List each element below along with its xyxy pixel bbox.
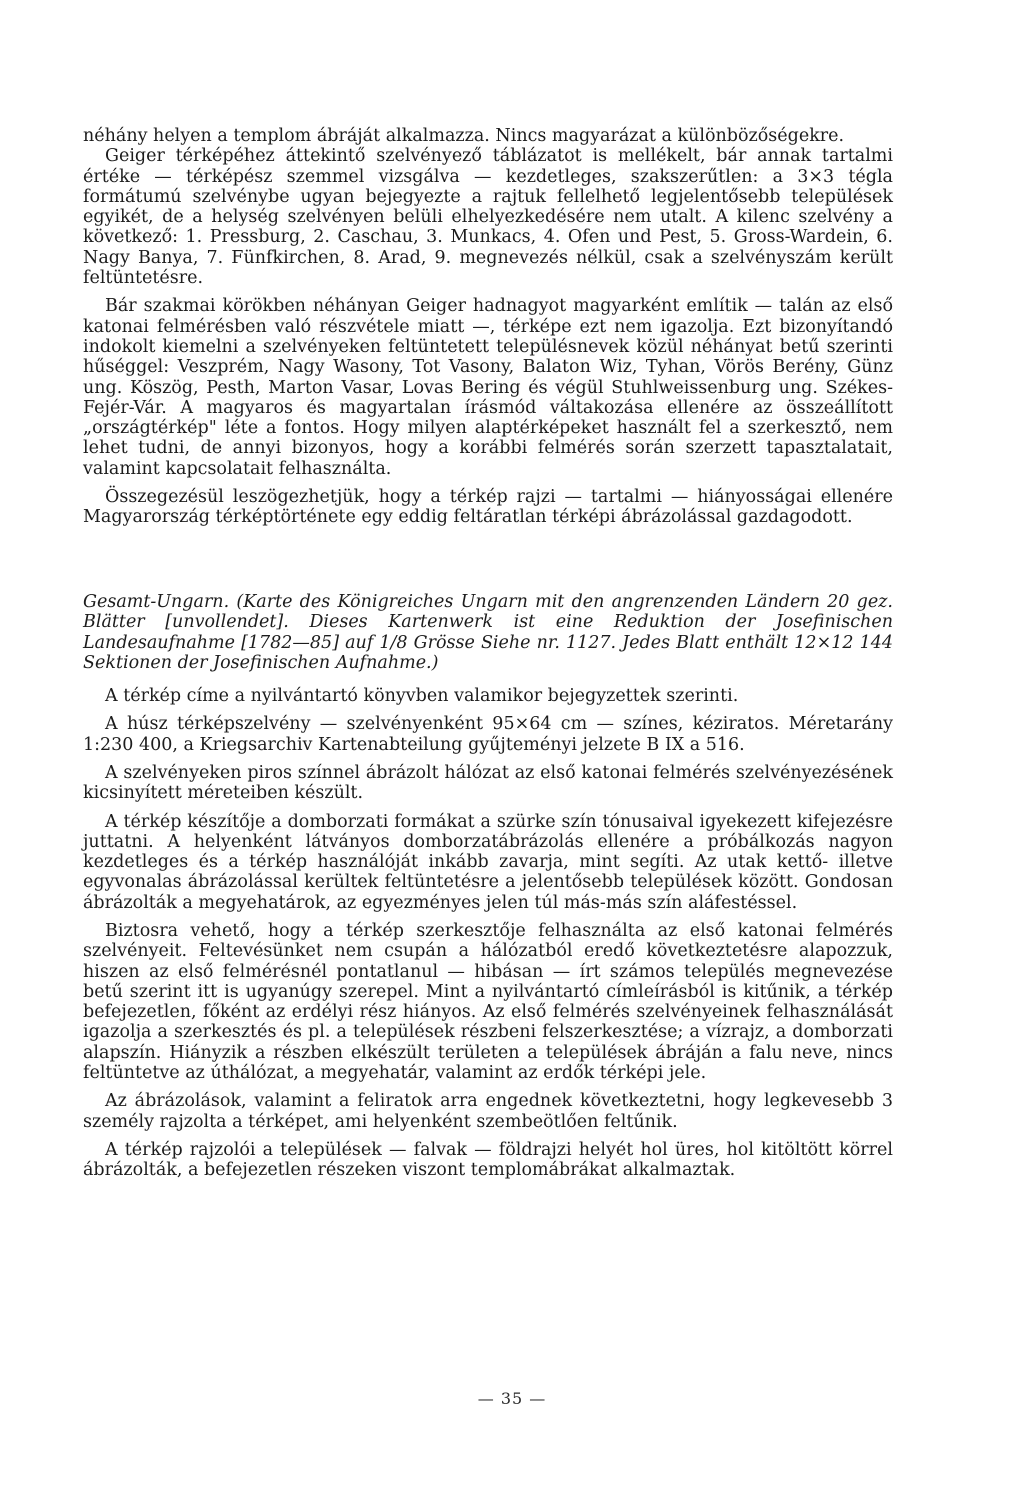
paragraph: A térkép készítője a domborzati formákat a szürke szín tónusaival igyekezett kifejezésre juttatni. A helyenként látványos domborzatábrázolás ellenére a próbálkozás nagyon kezdetleges és a térkép használóját inkább zavarja, mint segíti. Az utak kettő- illetve egyvonalas ábrázolással kerültek feltüntetésre a jelentősebb települések között. Gondosan ábrázolták a megyehatárok, az egyezményes jelen túl más-más szín aláfestéssel. <box>83 811 893 913</box>
catalog-entry-title: Gesamt-Ungarn. (Karte des Königreiches Ungarn mit den angrenzenden Ländern 20 gez. Blätter [unvollendet]. Dieses Kartenwerk ist eine Reduktion der Josefinischen Landesaufnahme [1782—85] auf 1/8 Grösse Siehe nr. 1127. Jedes Blatt enthält 12×12 144 Sektionen der Josefinischen Aufnahme.) <box>83 591 893 674</box>
paragraph: néhány helyen a templom ábráját alkalmazza. Nincs magyarázat a különbözőségekre. <box>83 126 845 146</box>
paragraph: A térkép rajzolói a települések — falvak — földrajzi helyét hol üres, hol kitöltött körrel ábrázolták, a befejezetlen részeken viszont templomábrákat alkalmaztak. <box>83 1139 893 1181</box>
paragraph: A húsz térképszelvény — szelvényenként 95×64 cm — színes, kéziratos. Méretarány 1:230 400, a Kriegsarchiv Kartenabteilung gyűjteményi jelzete B IX a 516. <box>83 714 893 755</box>
page-number: — 35 — <box>477 1389 547 1408</box>
paragraph: Bár szakmai körökben néhányan Geiger hadnagyot magyarként említik — talán az első katonai felmérésben való részvétele miatt —, térképe ezt nem igazolja. Ezt bizonyítandó indokolt kiemelni a szelvényeken feltüntetett településnevek közül néhányat betű szerinti hűséggel: Veszprém, Nagy Wasony, Tot Vasony, Balaton Wiz, Tyhan, Vörös Berény, Günz ung. Köszög, Pesth, Marton Vasar, Lovas Bering és végül Stuhlweissenburg ung. Székes-Fejér-Vár. A magyaros és magyartalan írásmód váltakozása ellenére az összeállított „országtérkép" léte a fontos. Hogy milyen alaptérképeket használt fel a szerkesztő, nem lehet tudni, de annyi bizonyos, hogy a korábbi felmérés során szerzett tapasztalatait, valamint kapcsolatait felhasználta. <box>83 296 893 479</box>
paragraph: A térkép címe a nyilvántartó könyvben valamikor bejegyzettek szerinti. <box>105 686 739 707</box>
paragraph: Geiger térképéhez áttekintő szelvényező táblázatot is mellékelt, bár annak tartalmi értéke — térképész szemmel vizsgálva — kezdetleges, szakszerűtlen: a 3×3 tégla formátumú szelvénybe ugyan bejegyezte a rajtuk fellelhető legjelentősebb települések egyikét, de a helység szelvényen belüli elhelyezkedésére nem utalt. A kilenc szelvény a következő: 1. Pressburg, 2. Caschau, 3. Munkacs, 4. Ofen und Pest, 5. Gross-Wardein, 6. Nagy Banya, 7. Fünfkirchen, 8. Arad, 9. megnevezés nélkül, csak a szelvényszám került feltüntetésre. <box>83 146 893 289</box>
paragraph: A szelvényeken piros színnel ábrázolt hálózat az első katonai felmérés szelvényezésének kicsinyített méreteiben készült. <box>83 762 893 804</box>
paragraph: Biztosra vehető, hogy a térkép szerkesztője felhasználta az első katonai felmérés szelvényeit. Feltevésünket nem csupán a hálózatból eredő következtetésre alapozzuk, hiszen az első felmérésnél pontatlanul — hibásan — írt számos település megnevezése betű szerint itt is ugyanúgy szerepel. Mint a nyilvántartó címleírásból is kitűnik, a térkép befejezetlen, főként az erdélyi rész hiányos. Az első felmérés szelvényeinek felhasználását igazolja a szerkesztés és pl. a települések részbeni felszerkesztése; a vízrajz, a domborzati alapszín. Hiányzik a részben elkészült területen a települések ábráján a falu neve, nincs feltüntetve az úthálózat, a megyehatár, valamint az erdők térképi jele. <box>83 920 893 1084</box>
paragraph: Az ábrázolások, valamint a feliratok arra engednek következtetni, hogy legkevesebb 3 személy rajzolta a térképet, ami helyenként szembeötlően feltűnik. <box>83 1091 893 1132</box>
paragraph: Összegezésül leszögezhetjük, hogy a térkép rajzi — tartalmi — hiányosságai ellenére Magyarország térképtörténete egy eddig feltáratlan térképi ábrázolással gazdagodott. <box>83 487 893 528</box>
page-body <box>83 126 893 1181</box>
